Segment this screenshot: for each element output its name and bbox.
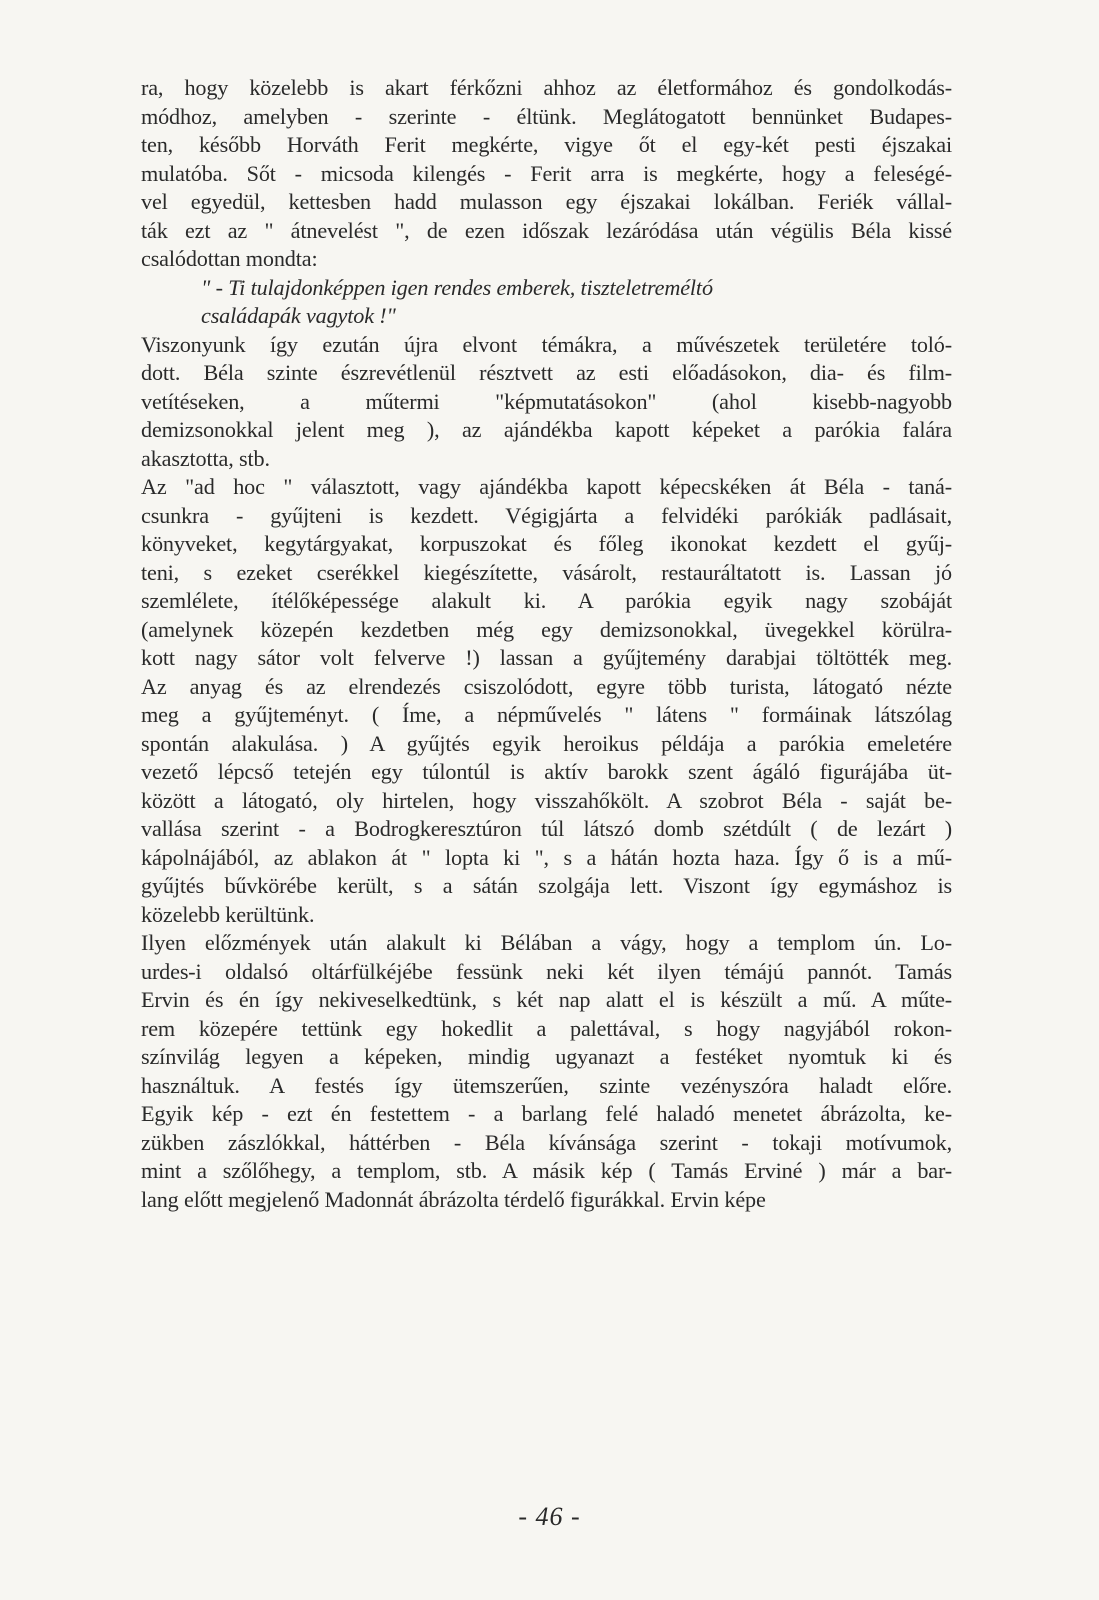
text-line: csalódottan mondta: [141,246,318,271]
text-line: Ervin és én így nekiveselkedtünk, s két nap alatt el is készült a mű. A műte- [141,987,952,1012]
text-line: Az "ad hoc " választott, vagy ajándékba kapott képecskéken át Béla - taná- [141,474,952,499]
text-line: akasztotta, stb. [141,445,270,471]
text-line: Viszonyunk így ezután újra elvont témákra, a művészetek területére toló- [141,331,952,357]
text-line: ra, hogy közelebb is akart férkőzni ahhoz az életformához és gondolkodás- [141,75,952,100]
text-line: Az anyag és az elrendezés csiszolódott, egyre több turista, látogató nézte [141,673,952,699]
text-line: vallása szerint - a Bodrogkeresztúron túl látszó domb szétdúlt ( de lezárt ) [141,816,952,841]
text-line: spontán alakulása. ) A gyűjtés egyik heroikus példája a parókia emeletére [141,730,952,756]
text-line: Ilyen előzmények után alakult ki Bélában a vágy, hogy a templom ún. Lo- [141,930,952,955]
text-line: vezető lépcső tetején egy túlontúl is aktív barokk szent ágáló figurájába üt- [141,759,952,784]
text-line: demizsonokkal jelent meg ), az ajándékba kapott képeket a parókia falára [141,417,952,442]
text-line: vel egyedül, kettesben hadd mulasson egy éjszakai lokálban. Feriék vállal- [141,189,952,214]
quote-line: családapák vagytok !" [201,303,396,328]
text-line: könyveket, kegytárgyakat, korpuszokat és főleg ikonokat kezdett el gyűj- [141,531,952,556]
text-line: vetítéseken, a műtermi "képmutatásokon" (ahol kisebb-nagyobb [141,388,952,414]
text-line: kott nagy sátor volt felverve !) lassan a gyűjtemény darabjai töltötték meg. [141,645,952,670]
text-line: kápolnájából, az ablakon át " lopta ki ", s a hátán hozta haza. Így ő is a mű- [141,844,952,870]
page-number: - 46 - [518,1502,581,1531]
text-line: urdes-i oldalsó oltárfülkéjébe fessünk neki két ilyen témájú pannót. Tamás [141,958,952,984]
text-line: dott. Béla szinte észrevétlenül résztvett az esti előadásokon, dia- és film- [141,360,952,385]
text-line: rem közepére tettünk egy hokedlit a palettával, s hogy nagyjából rokon- [141,1015,952,1041]
text-line: teni, s ezeket cserékkel kiegészítette, vásárolt, restauráltatott is. Lassan jó [141,559,952,585]
quote-line: " - Ti tulajdonképpen igen rendes emberek, tiszteletreméltó [201,274,713,300]
text-line: módhoz, amelyben - szerinte - éltünk. Meglátogatott bennünket Budapes- [141,103,952,129]
text-line: gyűjtés bűvkörébe került, s a sátán szolgája lett. Viszont így egymáshoz is [141,873,952,898]
text-line: meg a gyűjteményt. ( Íme, a népművelés " látens " formáinak látszólag [141,702,952,727]
text-line: ten, később Horváth Ferit megkérte, vigye őt el egy-két pesti éjszakai [141,132,952,157]
text-line: zükben zászlókkal, háttérben - Béla kívánsága szerint - tokaji motívumok, [141,1129,952,1155]
text-line: csunkra - gyűjteni is kezdett. Végigjárta a felvidéki parókiák padlásait, [141,502,952,528]
text-line: színvilág legyen a képeken, mindig ugyanazt a festéket nyomtuk ki és [141,1044,952,1069]
text-line: szemlélete, ítélőképessége alakult ki. A parókia egyik nagy szobáját [141,588,952,613]
body-text [141,74,952,1214]
text-line: használtuk. A festés így ütemszerűen, szinte vezényszóra haladt előre. [141,1072,952,1098]
text-line: ták ezt az " átnevelést ", de ezen időszak lezáródása után végülis Béla kissé [141,217,952,243]
text-line: mulatóba. Sőt - micsoda kilengés - Ferit arra is megkérte, hogy a feleségé- [141,160,952,186]
text-line: mint a szőlőhegy, a templom, stb. A másik kép ( Tamás Erviné ) már a bar- [141,1158,952,1183]
text-line: Egyik kép - ezt én festettem - a barlang felé haladó menetet ábrázolta, ke- [141,1101,952,1126]
text-line: között a látogató, oly hirtelen, hogy visszahőkölt. A szobrot Béla - saját be- [141,787,952,813]
text-line: (amelynek közepén kezdetben még egy demizsonokkal, üvegekkel körülra- [141,616,952,642]
text-line: lang előtt megjelenő Madonnát ábrázolta térdelő figurákkal. Ervin képe [141,1186,766,1212]
text-line: közelebb kerültünk. [141,901,315,927]
